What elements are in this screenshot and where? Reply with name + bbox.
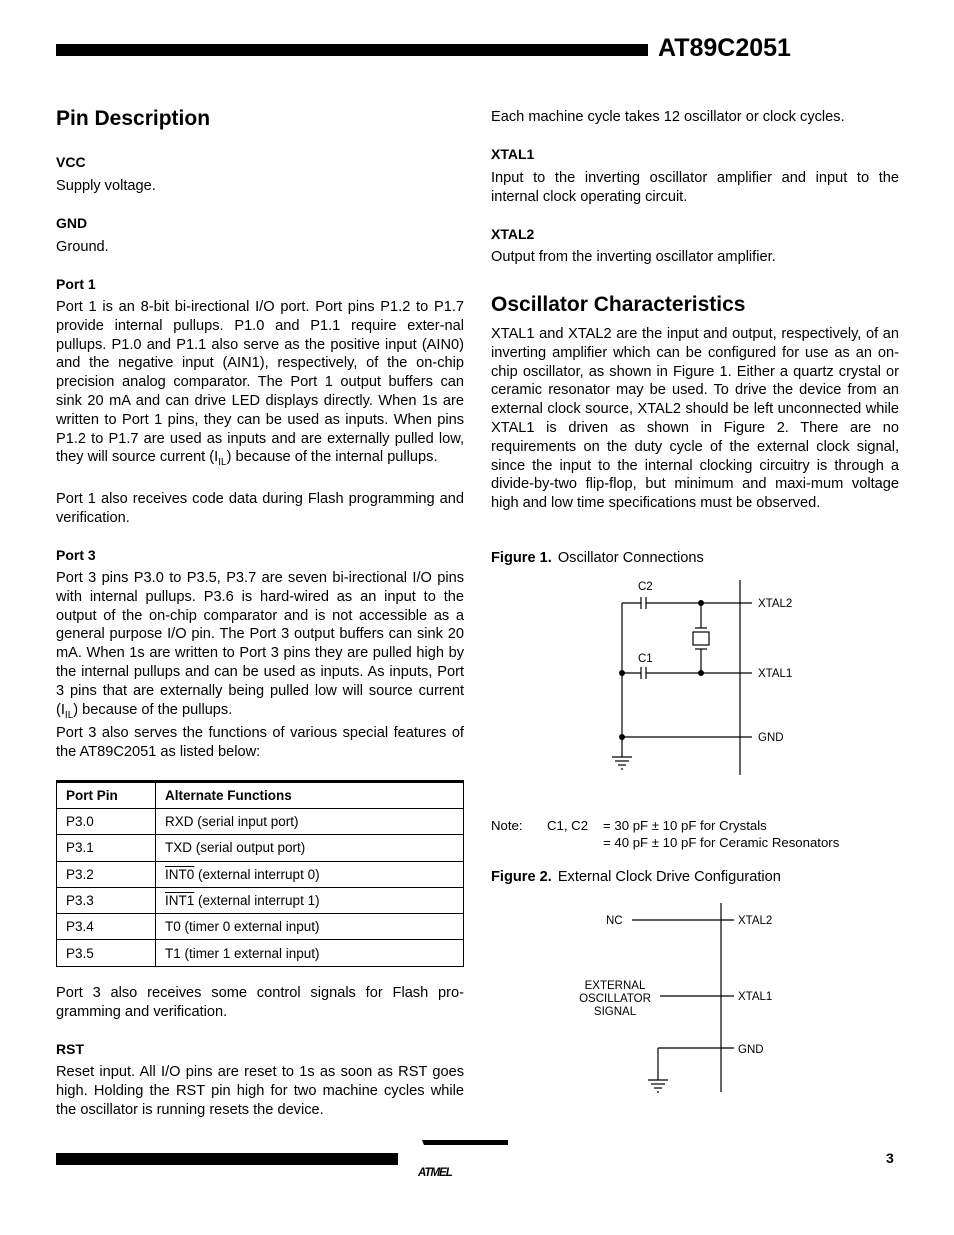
figure1-caption: Figure 1. Oscillator Connections (491, 550, 704, 566)
nc-label: NC (606, 915, 623, 927)
rst-heading: RST (56, 1041, 84, 1057)
xtal2-heading: XTAL2 (491, 226, 535, 242)
port3-paragraph: Port 3 pins P3.0 to P3.5, P3.7 are seven bi-irectional I/O pins with internal pullups. P3.6 is hard-wired as an input to the output of the on-chip comparator and is not accessible as a general purpose I/O pin. The Port 3 output buffers can sink 20 mA. When 1s are written to Port 3 pins they are pulled high by the internal pullups and can be used as inputs. As inputs, Port 3 pins that are externally being pulled low will source current $(I_{IL})$ because of the pullups. (56, 570, 464, 721)
table-header-port-pin: Port Pin (57, 782, 156, 809)
table-row (57, 940, 464, 966)
machine-cycle-text: Each machine cycle takes 12 oscillator or clock cycles. (491, 109, 845, 125)
oscillator-characteristics-text: XTAL1 and XTAL2 are the input and output, respectively, of an inverting amplifier which can be configured for use as an on-chip oscillator, as shown in Figure 1. Either a quartz crystal or ceramic resonator may be used. To drive the device from an external clock source, XTAL2 should be left unconnected while XTAL1 is driven as shown in Figure 2. There are no requirements on the duty cycle of the external clock signal, since the input to the internal clocking circuitry is through a divide-by-two flip-flop, but minimum and maxi-mum voltage high and low time specifications must be observed. (491, 326, 899, 512)
port3-heading: Port 3 (56, 547, 96, 563)
note-resonators: = 40 pF ± 10 pF for Ceramic Resonators (603, 835, 840, 850)
function-cell: INT1 (external interrupt 1) (156, 887, 464, 913)
port-pin-cell: P3.3 (57, 887, 156, 913)
port1-paragraph-2: Port 1 also receives code data during Flash programming and verification. (56, 491, 464, 526)
gnd-heading: GND (56, 215, 88, 231)
oscillator-connections-diagram (600, 575, 820, 780)
port-pin-cell: P3.5 (57, 940, 156, 966)
pin-description-heading: Pin Description (56, 107, 211, 130)
port3-paragraph-2: Port 3 also serves the functions of various special features of the AT89C2051 as listed below: (56, 725, 464, 760)
xtal1-heading: XTAL1 (491, 146, 535, 162)
external-label: EXTERNAL (584, 980, 646, 992)
note-label: Note: (491, 818, 523, 833)
footer-rule (56, 1153, 398, 1165)
table-row (57, 809, 464, 835)
table-header-row (57, 782, 464, 809)
page-number: 3 (886, 1150, 894, 1166)
port1-heading: Port 1 (56, 276, 96, 292)
vcc-heading: VCC (56, 154, 86, 170)
function-cell: INT0 (external interrupt 0) (156, 861, 464, 887)
port-pin-cell: P3.4 (57, 914, 156, 940)
xtal2-label: XTAL2 (758, 598, 793, 610)
note-crystals: = 30 pF ± 10 pF for Crystals (603, 818, 767, 833)
port1-paragraph: Port 1 is an 8-bit bi-irectional I/O port. Port pins P1.2 to P1.7 provide internal pullups. P1.0 and P1.1 require exter-nal pullups. P1.0 and P1.1 also serve as the positive input (AIN0) and the negative input (AIN1), respectively, of the on-chip precision analog comparator. The Port 1 output buffers can sink 20 mA and can drive LED displays directly. When 1s are written to Port 1 pins, they can be used as inputs. When pins P1.2 to P1.7 are used as inputs and are externally pulled low, they will source current $(I_{IL})$ because of the internal pullups. (56, 299, 464, 469)
figure2-caption: Figure 2. External Clock Drive Configuration (491, 869, 781, 885)
c1-label: C1 (638, 653, 653, 665)
function-cell: RXD (serial input port) (156, 809, 464, 835)
table-row (57, 835, 464, 861)
table-row (57, 861, 464, 887)
xtal2-text: Output from the inverting oscillator amplifier. (491, 249, 776, 265)
xtal1-label: XTAL1 (738, 991, 773, 1003)
function-cell: TXD (serial output port) (156, 835, 464, 861)
rst-text: Reset input. All I/O pins are reset to 1s as soon as RST goes high. Holding the RST pin high for two machine cycles while the oscillator is running resets the device. (56, 1064, 464, 1118)
xtal1-label: XTAL1 (758, 668, 793, 680)
vcc-text: Supply voltage. (56, 178, 156, 194)
function-cell: T0 (timer 0 external input) (156, 914, 464, 940)
gnd-label: GND (738, 1044, 764, 1056)
gnd-text: Ground. (56, 239, 109, 255)
svg-text:ATMEL: ATMEL (418, 1167, 452, 1179)
xtal2-label: XTAL2 (738, 915, 773, 927)
oscillator-characteristics-heading: Oscillator Characteristics (491, 293, 746, 316)
c2-label: C2 (638, 581, 653, 593)
port3-paragraph-3: Port 3 also receives some control signals for Flash pro-gramming and verification. (56, 985, 464, 1020)
header-rule (56, 44, 648, 56)
table-row (57, 914, 464, 940)
external-clock-diagram (560, 900, 820, 1095)
atmel-logo (412, 1136, 512, 1182)
oscillator-label: OSCILLATOR (579, 993, 651, 1005)
note-caps: C1, C2 (547, 818, 589, 833)
port-pin-cell: P3.0 (57, 809, 156, 835)
signal-label: SIGNAL (593, 1006, 637, 1018)
table-row (57, 887, 464, 913)
port-pin-cell: P3.2 (57, 861, 156, 887)
port3-alternate-functions-table (56, 780, 464, 967)
document-title: AT89C2051 (658, 34, 791, 62)
port-pin-cell: P3.1 (57, 835, 156, 861)
gnd-label: GND (758, 732, 784, 744)
table-header-alternate-functions: Alternate Functions (156, 782, 464, 809)
xtal1-text: Input to the inverting oscillator amplifier and input to the internal clock operating circuit. (491, 170, 899, 205)
function-cell: T1 (timer 1 external input) (156, 940, 464, 966)
